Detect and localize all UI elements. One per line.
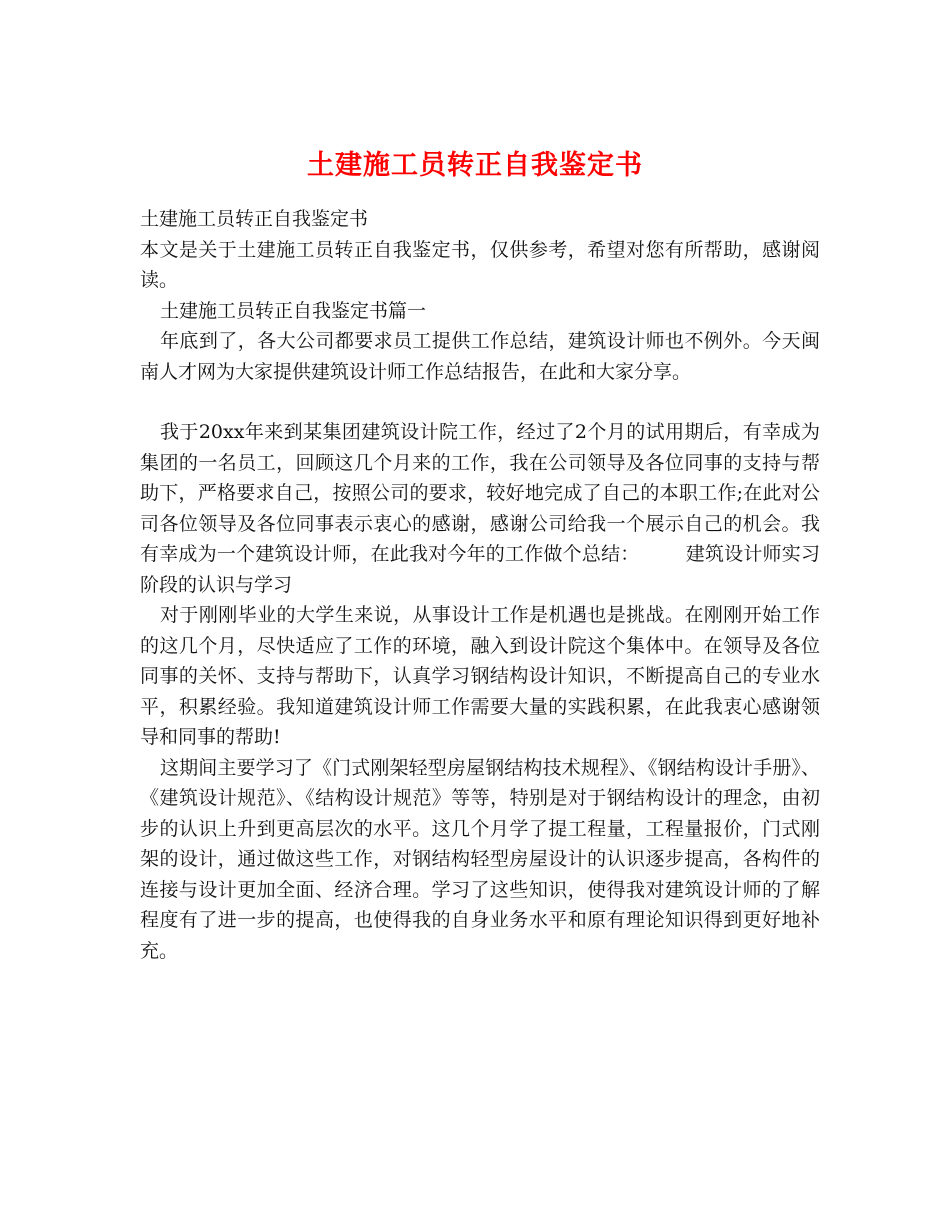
paragraph-2	[140, 417, 820, 600]
document-title: 土建施工员转正自我鉴定书	[307, 150, 643, 182]
paragraph-4: 这期间主要学习了《门式刚架轻型房屋钢结构技术规程》、《钢结构设计手册》、《建筑设计规范》、《结构设计规范》等等，特别是对于钢结构设计的理念，由初步的认识上升到更高层次的水平。这几个月学了提工程量，工程量报价，门式刚架的设计，通过做这些工作，对钢结构轻型房屋设计的认识逐步提高，各构件的连接与设计更加全面、经济合理。学习了这些知识，使得我对建筑设计师的了解程度有了进一步的提高，也使得我的自身业务水平和原有理论知识得到更好地补充。	[140, 756, 820, 962]
paragraph-spacer	[140, 387, 820, 417]
document-body	[140, 204, 820, 966]
paragraph-2-heading: 建筑设计师实习阶段的认识与学习	[140, 543, 820, 596]
section-heading: 土建施工员转正自我鉴定书篇一	[160, 299, 427, 322]
paragraph-3: 对于刚刚毕业的大学生来说，从事设计工作是机遇也是挑战。在刚刚开始工作的这几个月，尽快适应了工作的环境，融入到设计院这个集体中。在领导及各位同事的关怀、支持与帮助下，认真学习钢结构设计知识，不断提高自己的专业水平，积累经验。我知道建筑设计师工作需要大量的实践积累，在此我衷心感谢领导和同事的帮助!	[140, 604, 820, 748]
paragraph-2-text: 我于20xx年来到某集团建筑设计院工作，经过了2个月的试用期后，有幸成为集团的一名员工，回顾这几个月来的工作，我在公司领导及各位同事的支持与帮助下，严格要求自己，按照公司的要求，较好地完成了自己的本职工作;在此对公司各位领导及各位同事表示衷心的感谢，感谢公司给我一个展示自己的机会。我有幸成为一个建筑设计师，在此我对今年的工作做个总结：	[140, 421, 820, 565]
document-subtitle: 土建施工员转正自我鉴定书	[140, 208, 369, 230]
paragraph-1: 年底到了，各大公司都要求员工提供工作总结，建筑设计师也不例外。今天闽南人才网为大家提供建筑设计师工作总结报告，在此和大家分享。	[140, 330, 820, 383]
intro-paragraph: 本文是关于土建施工员转正自我鉴定书，仅供参考，希望对您有所帮助，感谢阅读。	[140, 238, 820, 291]
